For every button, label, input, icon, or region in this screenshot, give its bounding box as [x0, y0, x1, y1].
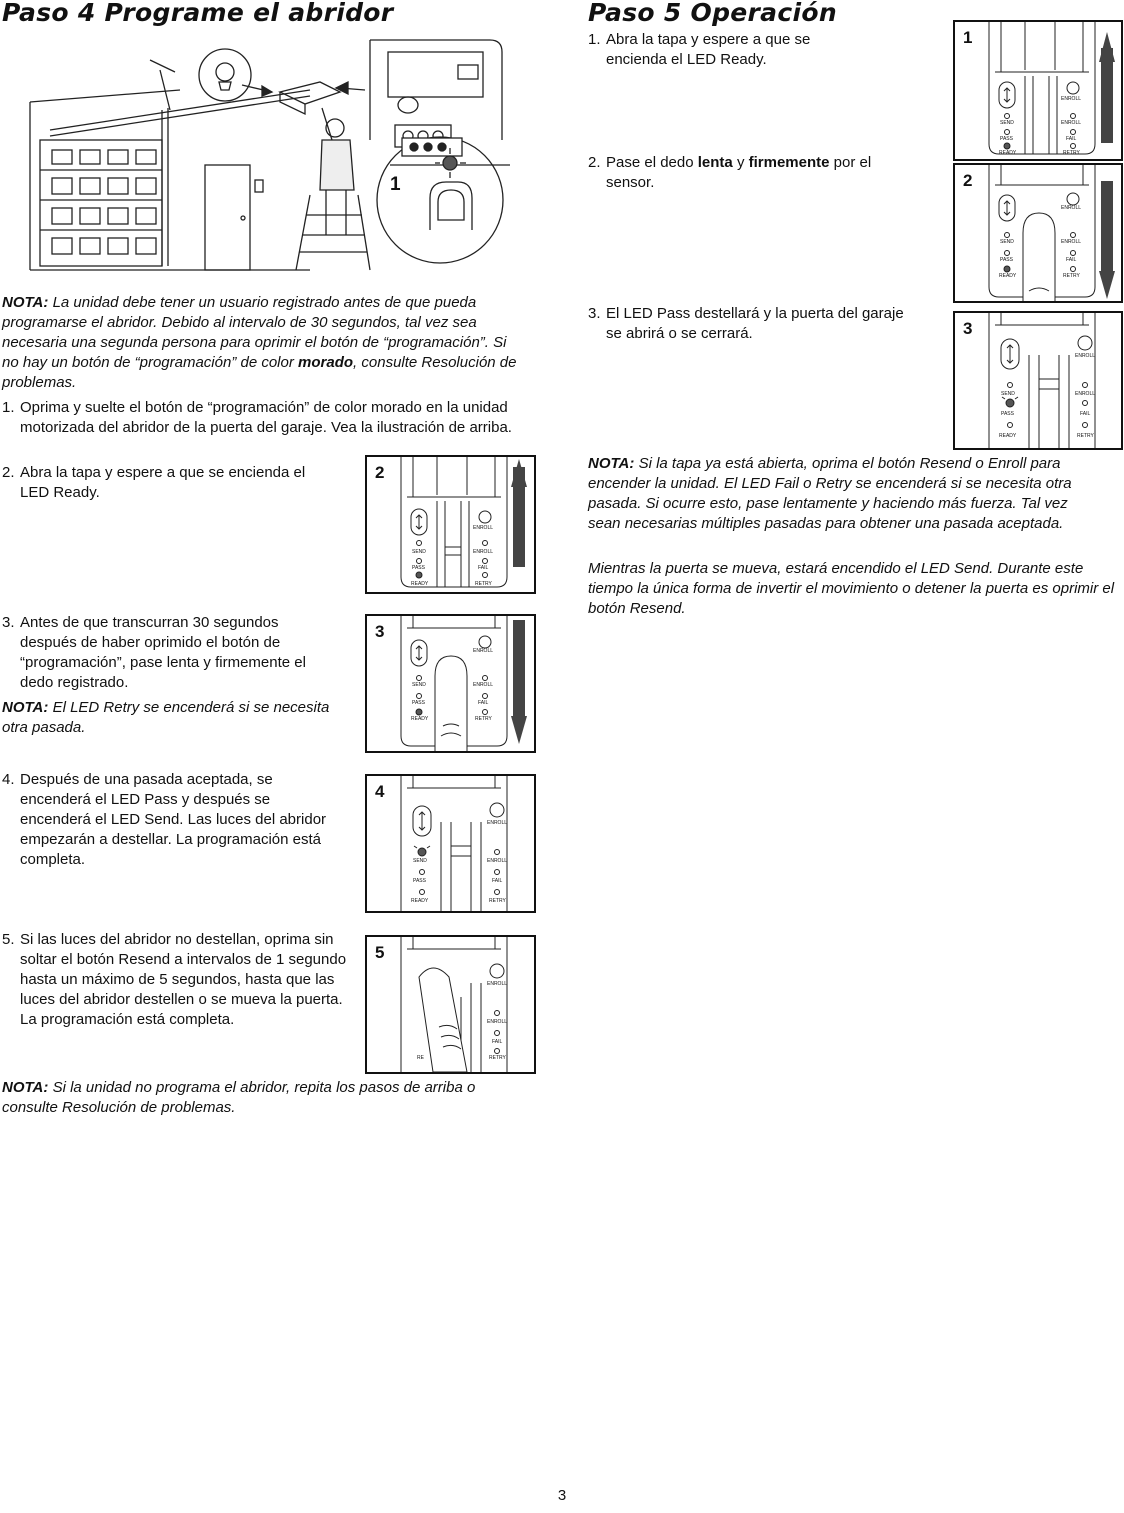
panel-number: 3 [375, 622, 385, 641]
step5-note [588, 454, 1098, 534]
item-text: Si las luces del abridor no destellan, oprima sin soltar el botón Resend a intervalos de 1 segundo hasta un máximo de 5 segundos, hasta que las luces del abridor destellen o se mueva la puerta. La programación está completa. [20, 931, 347, 1028]
ready-label: READY [999, 150, 1017, 156]
item-number: 5. [2, 931, 15, 948]
note1-text-a: La unidad debe tener un usuario registrado antes de que pueda programarse el abridor. Debido al intervalo de 30 segundos, tal vez sea necesaria una segunda persona para oprimir el botón de “programación”. Si no hay un botón de “programación” de color [2, 294, 507, 371]
fail-label: FAIL [1080, 411, 1091, 417]
pass-label: PASS [413, 878, 426, 884]
panel-number: 4 [375, 782, 385, 801]
item-number: 2. [588, 154, 601, 171]
enroll-label: ENROLL [487, 981, 508, 987]
fingerprint-device [367, 616, 534, 751]
retry-note-label: NOTA: [2, 699, 49, 716]
down-arrow [1101, 181, 1113, 276]
fingerprint-device [367, 457, 534, 592]
send-label: SEND [1001, 391, 1015, 397]
send-label: SEND [412, 682, 426, 688]
note2-label: NOTA: [2, 1079, 49, 1096]
step4-panel-3 [365, 614, 536, 753]
note1-label: NOTA: [2, 294, 49, 311]
retry-label: RETRY [489, 898, 506, 904]
step4-panel-4 [365, 774, 536, 913]
item2-bold-firmemente: firmemente [748, 154, 830, 171]
note1-bold: morado [298, 354, 354, 371]
panel-number: 1 [963, 28, 973, 47]
retry-note-text: El LED Retry se encenderá si se necesita otra pasada. [2, 699, 330, 736]
step4-item-3 [2, 613, 332, 693]
item-text: Abra la tapa y espere a que se encienda el LED Ready. [20, 464, 306, 501]
fail-label: FAIL [492, 878, 503, 884]
enroll-label-2: ENROLL [473, 682, 494, 688]
item2-text-y: y [736, 154, 745, 171]
step5-title: Paso 5 Operación [588, 0, 837, 27]
item-number: 4. [2, 771, 15, 788]
fail-label: FAIL [1066, 257, 1077, 263]
pass-label: PASS [412, 700, 425, 706]
item-number: 3. [2, 614, 15, 631]
enroll-label: ENROLL [1061, 96, 1082, 102]
step4-title: Paso 4 Programe el abridor [2, 0, 394, 27]
item-text: Abra la tapa y espere a que se encienda el LED Ready. [606, 31, 811, 68]
garage-opener-illustration [10, 30, 520, 278]
program-button-callout [370, 40, 510, 263]
step5-note-text: Si la tapa ya está abierta, oprima el botón Resend o Enroll para encender la unidad. El LED Fail o Retry se encenderá si se necesita otra pasada. Si ocurre esto, pase lentamente y haciendo más fuerza. Tal vez sean necesarias múltiples pasadas para obtener una pasada aceptada. [588, 455, 1072, 532]
item-text [588, 153, 923, 193]
item-text: Oprima y suelte el botón de “programación” de color morado en la unidad motorizada del abridor de la puerta del garaje. Vea la ilustración de arriba. [20, 399, 512, 436]
step4-item-4 [2, 770, 332, 870]
pass-label: PASS [1001, 411, 1014, 417]
enroll-label: ENROLL [487, 820, 508, 826]
retry-label: RETRY [489, 1055, 506, 1061]
step5-item-3 [588, 304, 908, 344]
down-arrow [513, 620, 525, 720]
ready-label: READY [999, 433, 1017, 439]
fingerprint-device [955, 313, 1121, 448]
send-label: SEND [1000, 120, 1014, 126]
finger-pressing [419, 968, 467, 1072]
item-number: 1. [2, 399, 15, 416]
retry-label: RETRY [1077, 433, 1094, 439]
retry-label: RETRY [475, 716, 492, 722]
enroll-label-2: ENROLL [487, 1019, 508, 1025]
send-label: SEND [412, 549, 426, 555]
ready-label: READY [999, 273, 1017, 279]
panel-number: 5 [375, 943, 385, 962]
ready-label: READY [411, 716, 429, 722]
page-number: 3 [557, 1487, 567, 1504]
step4-retry-note [2, 698, 332, 738]
fingerprint-device [955, 165, 1121, 301]
note1-text-b: , consulte Resolución de problemas. [2, 354, 517, 391]
resend-label-partial: RE [417, 1055, 424, 1061]
enroll-label: ENROLL [473, 648, 494, 654]
step4-panel-5 [365, 935, 536, 1074]
step5-panel-1 [953, 20, 1123, 161]
fail-label: FAIL [492, 1039, 503, 1045]
step5-panel-3 [953, 311, 1123, 450]
finger [435, 656, 467, 751]
fingerprint-device [955, 22, 1121, 159]
panel-number: 2 [375, 463, 385, 482]
ready-label: READY [411, 581, 429, 587]
enroll-label-2: ENROLL [487, 858, 508, 864]
pass-label: PASS [1000, 257, 1013, 263]
step4-item-5 [2, 930, 347, 1030]
step4-note2 [2, 1078, 527, 1118]
garage-door [40, 140, 162, 266]
item-text: El LED Pass destellará y la puerta del garaje se abrirá o se cerrará. [606, 305, 904, 342]
step4-panel-2 [365, 455, 536, 594]
fail-label: FAIL [478, 700, 489, 706]
retry-label: RETRY [475, 581, 492, 587]
item-text: Después de una pasada aceptada, se encenderá el LED Pass y después se encenderá el LED Send. Las luces del abridor empezarán a destellar. La programación está completa. [20, 771, 327, 868]
retry-label: RETRY [1063, 150, 1080, 156]
item2-text-a: Pase el dedo [606, 154, 694, 171]
pass-label: PASS [1000, 136, 1013, 142]
enroll-label: ENROLL [1061, 205, 1082, 211]
send-label: SEND [1000, 239, 1014, 245]
item-number: 3. [588, 305, 601, 322]
step5-item-1 [588, 30, 868, 70]
step5-panel-2 [953, 163, 1123, 303]
panel-number: 3 [963, 319, 973, 338]
enroll-label-2: ENROLL [1061, 120, 1082, 126]
item2-bold-lenta: lenta [697, 154, 733, 171]
item-number: 2. [2, 464, 15, 481]
fail-label: FAIL [1066, 136, 1077, 142]
item-number: 1. [588, 31, 601, 48]
step4-note1 [2, 293, 522, 393]
light-bulb-callout [199, 49, 251, 101]
hero-step-label: 1 [390, 174, 401, 195]
up-arrow [1101, 48, 1113, 143]
fingerprint-device [367, 937, 534, 1072]
item-text: Antes de que transcurran 30 segundos después de haber oprimido el botón de “programación”, pase lenta y firmemente el dedo registrado. [20, 614, 306, 691]
item2-text-c: por el sensor. [606, 154, 872, 191]
enroll-label-2: ENROLL [1061, 239, 1082, 245]
fingerprint-device [367, 776, 534, 911]
enroll-label-2: ENROLL [1075, 391, 1096, 397]
enroll-label: ENROLL [473, 525, 494, 531]
ready-label: READY [411, 898, 429, 904]
note2-text: Si la unidad no programa el abridor, repita los pasos de arriba o consulte Resolución de problemas. [2, 1079, 476, 1116]
panel-number: 2 [963, 171, 973, 190]
pass-label: PASS [412, 565, 425, 571]
person-on-ladder [296, 108, 370, 270]
step5-note-paragraph: Mientras la puerta se mueva, estará encendido el LED Send. Durante este tiempo la única forma de invertir el movimiento o detener la puerta es oprimir el botón Resend. [588, 560, 1115, 617]
step4-item-1 [2, 398, 522, 438]
step5-item-2 [588, 153, 923, 193]
retry-label: RETRY [1063, 273, 1080, 279]
step4-item-2 [2, 463, 332, 503]
send-label: SEND [413, 858, 427, 864]
enroll-label-2: ENROLL [473, 549, 494, 555]
enroll-label: ENROLL [1075, 353, 1096, 359]
fail-label: FAIL [478, 565, 489, 571]
step5-note-label: NOTA: [588, 455, 635, 472]
